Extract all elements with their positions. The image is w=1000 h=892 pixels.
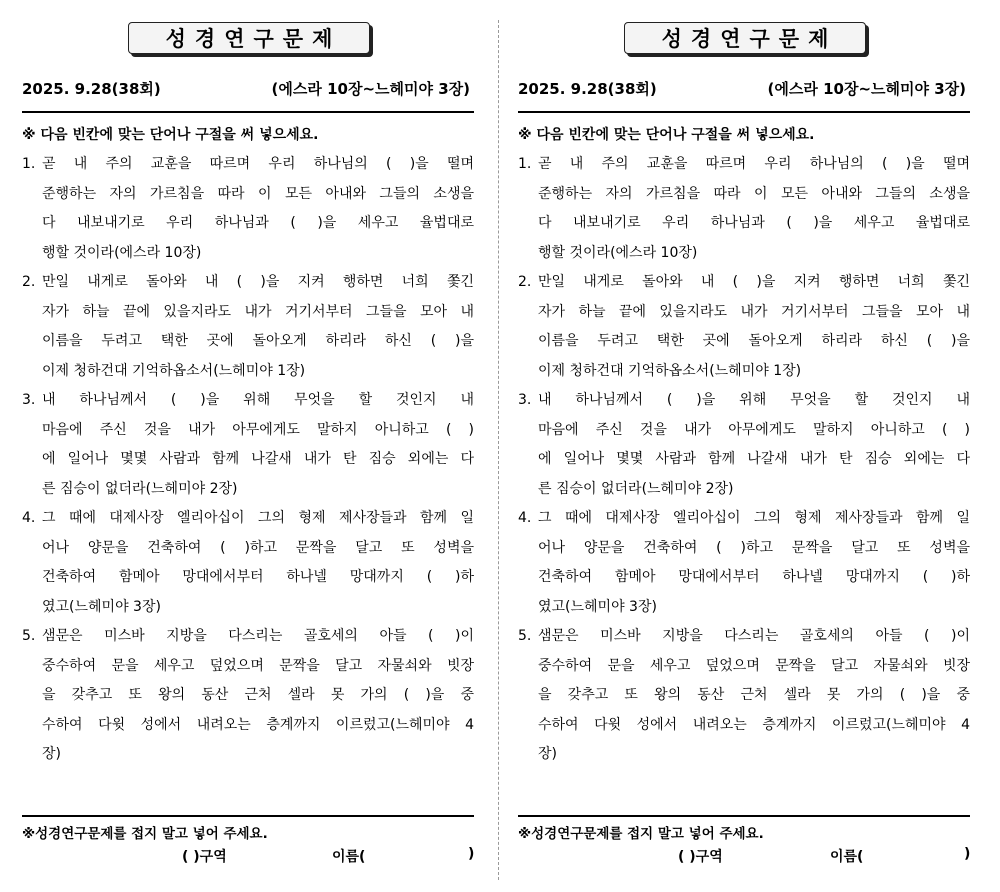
cut-line bbox=[498, 20, 499, 880]
district-field[interactable]: ( )구역 bbox=[678, 849, 723, 865]
question-1 bbox=[518, 150, 970, 268]
question-line: 중수하여 문을 세우고 덮었으며 문짝을 달고 자물쇠와 빗장 bbox=[538, 657, 970, 674]
question-number: 5. bbox=[22, 628, 36, 644]
question-number: 1. bbox=[518, 156, 532, 172]
question-number: 1. bbox=[22, 156, 36, 172]
question-line: 수하여 다윗 성에서 내려오는 층계까지 이르렀고(느헤미야 4 bbox=[538, 716, 970, 733]
question-line: 자가 하늘 끝에 있을지라도 내가 거기서부터 그들을 모아 내 bbox=[538, 303, 970, 320]
question-line: 중수하여 문을 세우고 덮었으며 문짝을 달고 자물쇠와 빗장 bbox=[42, 657, 474, 674]
question-2 bbox=[518, 268, 970, 386]
question-line: 샘문은 미스바 지방을 다스리는 골호세의 아들 ( )이 bbox=[538, 628, 970, 644]
question-line: 수하여 다윗 성에서 내려오는 층계까지 이르렀고(느헤미야 4 bbox=[42, 716, 474, 733]
question-text bbox=[538, 386, 970, 504]
question-line: 그 때에 대제사장 엘리아십이 그의 형제 제사장들과 함께 일 bbox=[538, 510, 970, 526]
question-text bbox=[538, 150, 970, 268]
question-5 bbox=[22, 622, 474, 770]
question-text bbox=[42, 386, 474, 504]
question-text bbox=[538, 504, 970, 622]
footer-rule bbox=[518, 815, 970, 817]
question-line: 건축하여 함메아 망대에서부터 하나넬 망대까지 ( )하 bbox=[538, 569, 970, 585]
question-line: 곧 내 주의 교훈을 따르며 우리 하나님의 ( )을 떨며 bbox=[538, 156, 970, 172]
question-text bbox=[538, 622, 970, 770]
question-line: 그 때에 대제사장 엘리아십이 그의 형제 제사장들과 함께 일 bbox=[42, 510, 474, 526]
header-rule bbox=[22, 111, 474, 113]
question-line: 샘문은 미스바 지방을 다스리는 골호세의 아들 ( )이 bbox=[42, 628, 474, 644]
sheet-title-box bbox=[624, 22, 866, 54]
notice: ※성경연구문제를 접지 말고 넣어 주세요. bbox=[22, 826, 268, 842]
name-field-close[interactable]: ) bbox=[468, 846, 475, 862]
signature-row bbox=[518, 846, 970, 868]
question-line: 였고(느헤미야 3장) bbox=[538, 598, 657, 615]
sheet-date: 2025. 9.28(38회) bbox=[22, 80, 161, 98]
question-3 bbox=[22, 386, 474, 504]
question-line: 어나 양문을 건축하여 ( )하고 문짝을 달고 또 성벽을 bbox=[538, 539, 970, 556]
question-line: 다 내보내기로 우리 하나님과 ( )을 세우고 율법대로 bbox=[42, 215, 474, 231]
sheet-meta bbox=[518, 78, 970, 100]
instruction: ※ 다음 빈칸에 맞는 단어나 구절을 써 넣으세요. bbox=[22, 127, 319, 143]
question-line: 을 갖추고 또 왕의 동산 근처 셀라 못 가의 ( )을 중 bbox=[538, 687, 970, 703]
question-list bbox=[22, 150, 474, 770]
question-line: 였고(느헤미야 3장) bbox=[42, 598, 161, 615]
sheet-date: 2025. 9.28(38회) bbox=[518, 80, 657, 98]
question-line: 준행하는 자의 가르침을 따라 이 모든 아내와 그들의 소생을 bbox=[538, 185, 970, 202]
question-number: 2. bbox=[22, 274, 36, 290]
question-line: 행할 것이라(에스라 10장) bbox=[538, 244, 698, 261]
question-line: 이제 청하건대 기억하옵소서(느헤미야 1장) bbox=[42, 362, 306, 379]
question-line: 장) bbox=[538, 746, 557, 762]
question-text bbox=[42, 268, 474, 386]
question-number: 3. bbox=[518, 392, 532, 408]
question-text bbox=[42, 622, 474, 770]
question-line: 건축하여 함메아 망대에서부터 하나넬 망대까지 ( )하 bbox=[42, 569, 474, 585]
question-4 bbox=[22, 504, 474, 622]
instruction: ※ 다음 빈칸에 맞는 단어나 구절을 써 넣으세요. bbox=[518, 127, 815, 143]
question-text bbox=[538, 268, 970, 386]
question-number: 4. bbox=[518, 510, 532, 526]
question-3 bbox=[518, 386, 970, 504]
question-line: 어나 양문을 건축하여 ( )하고 문짝을 달고 또 성벽을 bbox=[42, 539, 474, 556]
question-line: 이름을 두려고 택한 곳에 돌아오게 하리라 하신 ( )을 bbox=[538, 333, 970, 349]
question-2 bbox=[22, 268, 474, 386]
sheet-title: 성경연구문제 bbox=[165, 26, 342, 51]
question-line: 만일 내게로 돌아와 내 ( )을 지켜 행하면 너희 쫓긴 bbox=[538, 274, 970, 290]
question-number: 4. bbox=[22, 510, 36, 526]
header-rule bbox=[518, 111, 970, 113]
question-line: 른 짐승이 없더라(느헤미야 2장) bbox=[538, 480, 734, 497]
question-number: 3. bbox=[22, 392, 36, 408]
footer-rule bbox=[22, 815, 474, 817]
sheet-title-box bbox=[128, 22, 370, 54]
question-line: 을 갖추고 또 왕의 동산 근처 셀라 못 가의 ( )을 중 bbox=[42, 687, 474, 703]
sheet-meta bbox=[22, 78, 474, 100]
question-line: 른 짐승이 없더라(느헤미야 2장) bbox=[42, 480, 238, 497]
question-text bbox=[42, 150, 474, 268]
question-line: 장) bbox=[42, 746, 61, 762]
question-number: 5. bbox=[518, 628, 532, 644]
question-line: 곧 내 주의 교훈을 따르며 우리 하나님의 ( )을 떨며 bbox=[42, 156, 474, 172]
name-label: 이름( bbox=[332, 849, 366, 865]
question-line: 마음에 주신 것을 내가 아무에게도 말하지 아니하고 ( ) bbox=[42, 421, 474, 438]
question-5 bbox=[518, 622, 970, 770]
question-list bbox=[518, 150, 970, 770]
question-line: 행할 것이라(에스라 10장) bbox=[42, 244, 202, 261]
question-line: 이제 청하건대 기억하옵소서(느헤미야 1장) bbox=[538, 362, 802, 379]
question-4 bbox=[518, 504, 970, 622]
question-line: 에 일어나 몇몇 사람과 함께 나갈새 내가 탄 짐승 외에는 다 bbox=[538, 451, 970, 467]
question-line: 에 일어나 몇몇 사람과 함께 나갈새 내가 탄 짐승 외에는 다 bbox=[42, 451, 474, 467]
question-line: 내 하나님께서 ( )을 위해 무엇을 할 것인지 내 bbox=[42, 392, 474, 408]
question-line: 자가 하늘 끝에 있을지라도 내가 거기서부터 그들을 모아 내 bbox=[42, 303, 474, 320]
question-line: 다 내보내기로 우리 하나님과 ( )을 세우고 율법대로 bbox=[538, 215, 970, 231]
question-1 bbox=[22, 150, 474, 268]
question-text bbox=[42, 504, 474, 622]
name-label: 이름( bbox=[830, 849, 864, 865]
sheet-title: 성경연구문제 bbox=[661, 26, 838, 51]
question-line: 만일 내게로 돌아와 내 ( )을 지켜 행하면 너희 쫓긴 bbox=[42, 274, 474, 290]
district-field[interactable]: ( )구역 bbox=[182, 849, 227, 865]
sheet-range: (에스라 10장~느헤미야 3장) bbox=[767, 80, 966, 98]
name-field-close[interactable]: ) bbox=[964, 846, 971, 862]
question-line: 이름을 두려고 택한 곳에 돌아오게 하리라 하신 ( )을 bbox=[42, 333, 474, 349]
question-line: 내 하나님께서 ( )을 위해 무엇을 할 것인지 내 bbox=[538, 392, 970, 408]
sheet-range: (에스라 10장~느헤미야 3장) bbox=[271, 80, 470, 98]
question-line: 준행하는 자의 가르침을 따라 이 모든 아내와 그들의 소생을 bbox=[42, 185, 474, 202]
notice: ※성경연구문제를 접지 말고 넣어 주세요. bbox=[518, 826, 764, 842]
question-line: 마음에 주신 것을 내가 아무에게도 말하지 아니하고 ( ) bbox=[538, 421, 970, 438]
signature-row bbox=[22, 846, 474, 868]
question-number: 2. bbox=[518, 274, 532, 290]
